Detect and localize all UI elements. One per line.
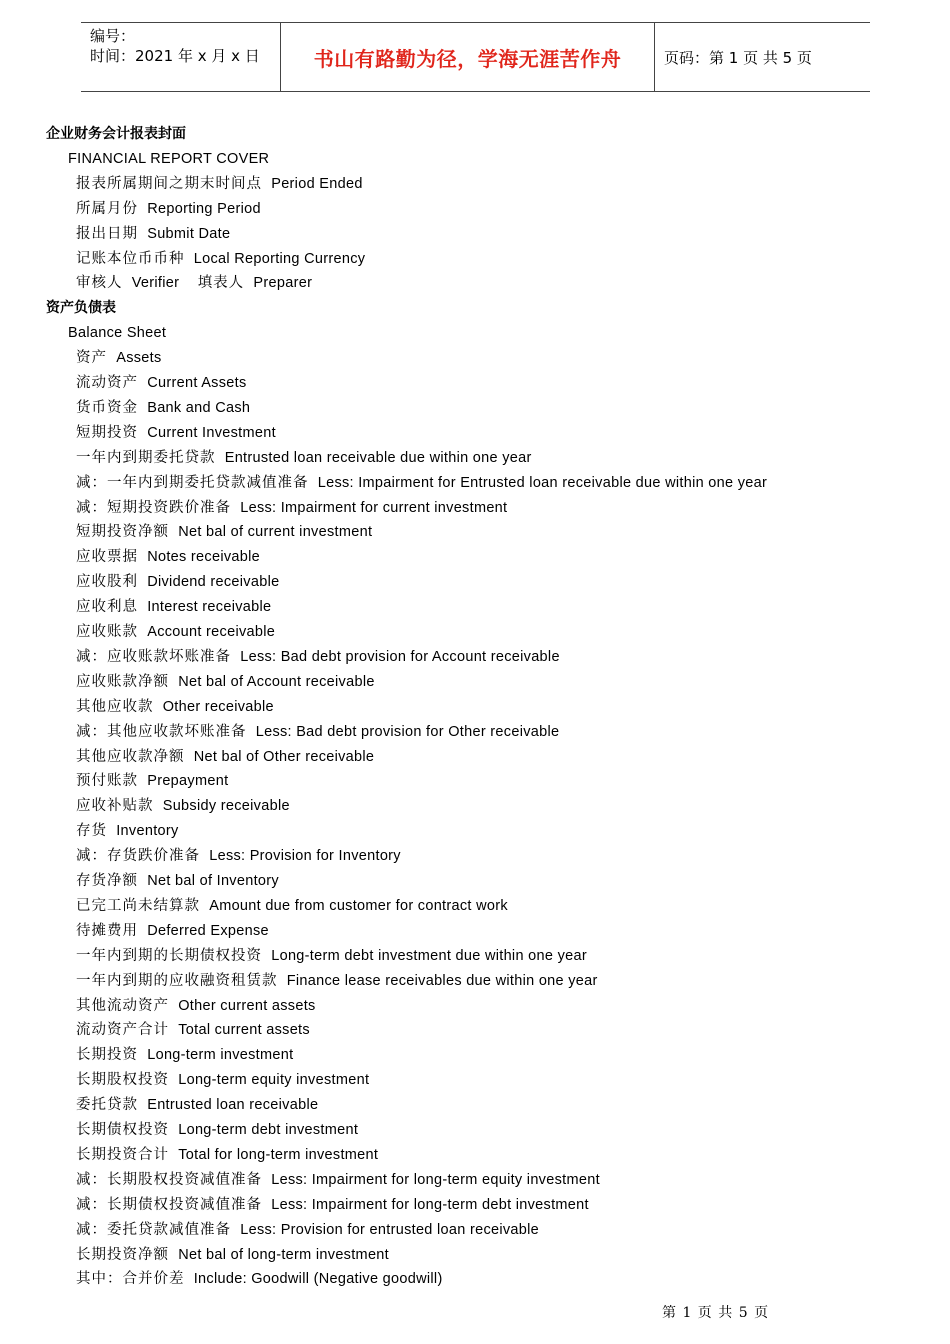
chinese-term: 长期投资 [76,1047,138,1064]
english-term: Bank and Cash [147,399,251,416]
chinese-term: 应收账款净额 [76,673,169,690]
document-time-label: 时间：2021 年 x 月 x 日 [90,47,260,65]
english-term: Period Ended [271,175,363,192]
chinese-term: 报表所属期间之期末时间点 [76,175,262,192]
chinese-term: 短期投资净额 [76,524,169,541]
term-line [76,697,274,717]
term-line [76,672,375,692]
term-line [76,971,598,991]
english-term: Total current assets [178,1022,310,1039]
english-term: Long-term debt investment [178,1122,359,1138]
term-line [76,747,374,767]
term-line [76,946,587,966]
english-term: Net bal of current investment [178,524,373,541]
english-term: Finance lease receivables due within one year [286,972,598,989]
english-term: Inventory [116,823,179,840]
chinese-term: 一年内到期的应收融资租赁款 [76,972,278,989]
english-term: Verifier [131,275,180,292]
chinese-term: 减：短期投资跌价准备 [76,499,231,516]
section-heading [46,124,186,144]
english-term: Include: Goodwill (Negative goodwill) [193,1271,443,1288]
english-term: Interest receivable [147,599,272,616]
term-line [76,622,275,642]
chinese-term: 一年内到期的长期债权投资 [76,947,262,964]
chinese-term: 应收利息 [76,599,138,616]
term-line [76,921,269,941]
chinese-term: 长期债权投资 [76,1122,169,1138]
term-line [76,1020,310,1040]
chinese-term: 资产负债表 [46,300,116,317]
term-line [76,722,559,742]
chinese-term: 减：委托贷款减值准备 [76,1221,231,1238]
english-term: Less: Provision for entrusted loan receivable [240,1221,540,1238]
chinese-term: 其中：合并价差 [76,1271,185,1288]
english-term: Long-term debt investment due within one year [271,947,587,964]
term-line [76,473,767,493]
english-term: Net bal of Inventory [147,873,279,889]
chinese-term: 审核人 [76,275,123,292]
term-line [76,1195,589,1215]
chinese-term: 资产 [76,350,107,367]
english-term: Entrusted loan receivable [147,1097,319,1114]
term-line [76,871,279,891]
section-heading [46,298,116,318]
term-line [76,1095,318,1115]
term-line [76,821,179,841]
chinese-term: 其他流动资产 [76,997,169,1014]
header-page-info-cell [655,23,870,91]
english-term: Less: Impairment for current investment [240,499,508,516]
chinese-term: 减：存货跌价准备 [76,848,200,865]
term-line [76,199,261,219]
term-line [76,996,316,1016]
chinese-term: 短期投资 [76,424,138,441]
english-term: Entrusted loan receivable due within one year [224,449,532,466]
term-line [76,348,162,368]
chinese-term: 应收补贴款 [76,798,154,815]
term-line [76,498,507,518]
english-term: Assets [116,350,162,367]
term-line [76,1245,389,1265]
english-term: Current Assets [147,375,247,391]
english-term: Other receivable [162,698,274,715]
english-term: Current Investment [147,424,276,441]
english-term: Long-term investment [147,1047,294,1064]
section-subtitle [68,149,269,169]
page-footer: 第 1 页 共 5 页 [662,1305,770,1321]
term-line [76,273,312,293]
chinese-term: 其他应收款净额 [76,748,185,765]
english-term: Less: Impairment for long-term debt investment [271,1196,589,1213]
chinese-term: 报出日期 [76,225,138,242]
header-motto-cell [281,23,655,91]
chinese-term: 货币资金 [76,399,138,416]
english-term: Less: Provision for Inventory [209,848,401,865]
english-term: Net bal of long-term investment [178,1246,389,1263]
term-line [76,174,363,194]
chinese-term: 减：长期债权投资减值准备 [76,1196,262,1213]
english-term: Notes receivable [147,549,261,566]
english-term: Long-term equity investment [178,1072,370,1089]
term-line [76,1269,443,1289]
chinese-term: 已完工尚未结算款 [76,897,200,914]
chinese-term: 存货 [76,823,107,840]
chinese-term: 一年内到期委托贷款 [76,449,216,466]
english-term: Less: Impairment for long-term equity investment [271,1171,600,1188]
chinese-term: 填表人 [197,275,245,292]
term-line [76,896,508,916]
english-term: Subsidy receivable [162,798,290,815]
document-number-label: 编号： [90,27,136,45]
english-term: Net bal of Account receivable [178,673,375,690]
term-line [76,373,247,393]
english-term: Reporting Period [147,200,261,217]
term-line [76,522,372,542]
term-line [76,572,279,592]
term-line [76,796,290,816]
english-term: Balance Sheet [68,325,167,342]
chinese-term: 待摊费用 [76,922,138,939]
chinese-term: 减：应收账款坏账准备 [76,648,231,665]
header-motto: 书山有路勤为径，学海无涯苦作舟 [313,46,622,71]
chinese-term: 应收票据 [76,549,138,566]
term-line [76,647,560,667]
chinese-term: 应收账款 [76,624,138,640]
header-meta [81,23,281,91]
chinese-term: 委托贷款 [76,1097,138,1114]
english-term: Dividend receivable [147,574,280,591]
chinese-term: 长期投资净额 [76,1246,169,1263]
chinese-term: 所属月份 [76,200,138,217]
chinese-term: 其他应收款 [76,698,154,715]
term-line [76,423,276,443]
chinese-term: 记账本位币币种 [76,250,185,267]
english-term: Submit Date [147,225,231,242]
english-term: Other current assets [178,997,316,1014]
term-line [76,448,532,468]
english-term: Prepayment [147,773,229,790]
term-line [76,1070,369,1090]
english-term: Preparer [253,275,313,292]
english-term: Net bal of Other receivable [193,748,375,765]
chinese-term: 流动资产 [76,375,138,391]
term-line [76,1145,378,1165]
term-line [76,1170,600,1190]
chinese-term: 减：长期股权投资减值准备 [76,1171,262,1188]
english-term: Less: Bad debt provision for Other receivable [255,723,560,740]
chinese-term: 减：其他应收款坏账准备 [76,723,247,740]
english-term: Total for long-term investment [178,1146,379,1163]
chinese-term: 长期股权投资 [76,1072,169,1089]
term-line [76,547,260,567]
term-line [76,846,401,866]
term-line [76,1220,539,1240]
term-line [76,771,228,791]
term-line [76,1120,358,1140]
term-line [76,249,365,269]
english-term: Account receivable [147,624,276,640]
chinese-term: 长期投资合计 [76,1146,169,1163]
english-term: Deferred Expense [147,922,269,939]
english-term: Less: Impairment for Entrusted loan receivable due within one year [317,474,768,491]
english-term: Less: Bad debt provision for Account receivable [240,648,560,665]
section-subtitle [68,323,166,343]
page-header [81,22,870,92]
term-line [76,398,250,418]
english-term: FINANCIAL REPORT COVER [68,150,270,167]
chinese-term: 应收股利 [76,574,138,591]
chinese-term: 企业财务会计报表封面 [46,126,186,142]
chinese-term: 减：一年内到期委托贷款减值准备 [76,474,309,491]
english-term: Amount due from customer for contract work [209,897,508,914]
header-page-info: 页码：第 1 页 共 5 页 [664,48,812,67]
term-line [76,1045,293,1065]
chinese-term: 流动资产合计 [76,1022,169,1039]
english-term: Local Reporting Currency [193,250,366,267]
term-line [76,597,271,617]
chinese-term: 存货净额 [76,873,138,889]
term-line [76,224,230,244]
chinese-term: 预付账款 [76,773,138,790]
